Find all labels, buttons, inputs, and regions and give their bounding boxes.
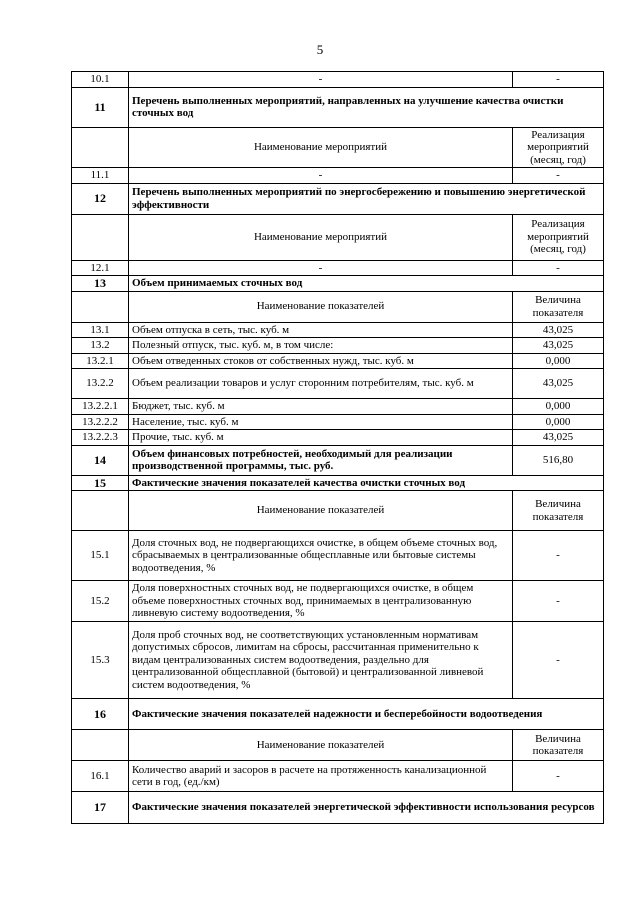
row-number: 16.1 [72, 761, 129, 792]
value-cell: - [513, 72, 604, 88]
table-row [72, 127, 604, 168]
table-row [72, 72, 604, 88]
row-number: 11 [72, 87, 129, 127]
table-row [72, 353, 604, 369]
table-row [72, 699, 604, 730]
row-text: Доля сточных вод, не подвергающихся очистке, в общем объеме сточных вод, сбрасываемых в централизованные общесплавные или бытовые системы водоотведения, % [129, 531, 513, 581]
row-text: - [129, 260, 513, 276]
table-row [72, 276, 604, 292]
table-row [72, 491, 604, 531]
section-title: Фактические значения показателей качества очистки сточных вод [129, 475, 604, 491]
row-number: 13.1 [72, 322, 129, 338]
value-cell: - [513, 260, 604, 276]
table-row [72, 581, 604, 622]
row-number: 13.2 [72, 338, 129, 354]
row-text: Бюджет, тыс. куб. м [129, 399, 513, 415]
row-text: Прочие, тыс. куб. м [129, 430, 513, 446]
value-cell: 43,025 [513, 369, 604, 399]
section-title: Перечень выполненных мероприятий, направленных на улучшение качества очистки сточных вод [129, 87, 604, 127]
row-number: 16 [72, 699, 129, 730]
row-number: 13.2.2.1 [72, 399, 129, 415]
column-header: Наименование мероприятий [129, 127, 513, 168]
row-text: Доля поверхностных сточных вод, не подвергающихся очистке, в общем объеме поверхностных сточных вод, принимаемых в централизованную ливневую систему водоотведения, % [129, 581, 513, 622]
table-row [72, 260, 604, 276]
row-number: 13.2.2.3 [72, 430, 129, 446]
table-row [72, 445, 604, 475]
row-number: 15 [72, 475, 129, 491]
row-text: Население, тыс. куб. м [129, 414, 513, 430]
empty-cell [72, 127, 129, 168]
column-header-value: Реализация мероприятий (месяц, год) [513, 127, 604, 168]
value-cell: 0,000 [513, 414, 604, 430]
value-cell: - [513, 622, 604, 699]
value-cell: 516,80 [513, 445, 604, 475]
table-row [72, 291, 604, 322]
row-text: Количество аварий и засоров в расчете на протяженность канализационной сети в год, (ед./км) [129, 761, 513, 792]
row-number: 11.1 [72, 168, 129, 184]
empty-cell [72, 730, 129, 761]
section-title: Перечень выполненных мероприятий по энергосбережению и повышению энергетической эффективности [129, 183, 604, 214]
column-header-value: Величина показателя [513, 491, 604, 531]
table-row [72, 475, 604, 491]
empty-cell [72, 491, 129, 531]
table-row [72, 531, 604, 581]
row-text: Объем отпуска в сеть, тыс. куб. м [129, 322, 513, 338]
row-number: 15.1 [72, 531, 129, 581]
row-text: Доля проб сточных вод, не соответствующих установленным нормативам допустимых сбросов, лимитам на сбросы, рассчитанная применительно к видам централизованных систем водоотведения, раздельно для централизованной общесплавной (бытовой) и централизованной ливневой систем водоотведения, % [129, 622, 513, 699]
row-number: 13.2.1 [72, 353, 129, 369]
value-cell: 43,025 [513, 430, 604, 446]
column-header-value: Величина показателя [513, 730, 604, 761]
table-row [72, 399, 604, 415]
column-header-value: Реализация мероприятий (месяц, год) [513, 214, 604, 260]
row-number: 13.2.2.2 [72, 414, 129, 430]
row-text: - [129, 72, 513, 88]
column-header-value: Величина показателя [513, 291, 604, 322]
program-table [71, 71, 604, 824]
table-row [72, 792, 604, 824]
table-row [72, 761, 604, 792]
row-number: 14 [72, 445, 129, 475]
table-row [72, 430, 604, 446]
row-text: Объем реализации товаров и услуг сторонним потребителям, тыс. куб. м [129, 369, 513, 399]
value-cell: - [513, 761, 604, 792]
value-cell: 43,025 [513, 322, 604, 338]
row-text: Объем отведенных стоков от собственных нужд, тыс. куб. м [129, 353, 513, 369]
column-header: Наименование показателей [129, 730, 513, 761]
row-number: 12 [72, 183, 129, 214]
value-cell: 0,000 [513, 353, 604, 369]
column-header: Наименование показателей [129, 291, 513, 322]
value-cell: 0,000 [513, 399, 604, 415]
row-number: 15.3 [72, 622, 129, 699]
table-row [72, 322, 604, 338]
value-cell: 43,025 [513, 338, 604, 354]
section-title: Фактические значения показателей надежности и бесперебойности водоотведения [129, 699, 604, 730]
value-cell: - [513, 581, 604, 622]
value-cell: - [513, 168, 604, 184]
empty-cell [72, 214, 129, 260]
row-number: 10.1 [72, 72, 129, 88]
row-number: 13.2.2 [72, 369, 129, 399]
section-title: Объем принимаемых сточных вод [129, 276, 604, 292]
row-number: 17 [72, 792, 129, 824]
row-number: 13 [72, 276, 129, 292]
value-cell: - [513, 531, 604, 581]
row-text: - [129, 168, 513, 184]
table-row [72, 338, 604, 354]
table-row [72, 214, 604, 260]
row-number: 15.2 [72, 581, 129, 622]
empty-cell [72, 291, 129, 322]
section-title: Фактические значения показателей энергетической эффективности использования ресурсов [129, 792, 604, 824]
column-header: Наименование показателей [129, 491, 513, 531]
section-title: Объем финансовых потребностей, необходимый для реализации производственной программы, тыс. руб. [129, 445, 513, 475]
page-number: 5 [316, 42, 324, 57]
table-row [72, 414, 604, 430]
table-row [72, 183, 604, 214]
row-text: Полезный отпуск, тыс. куб. м, в том числе: [129, 338, 513, 354]
table-row [72, 87, 604, 127]
table-row [72, 369, 604, 399]
table-row [72, 730, 604, 761]
table-row [72, 168, 604, 184]
row-number: 12.1 [72, 260, 129, 276]
table-row [72, 622, 604, 699]
column-header: Наименование мероприятий [129, 214, 513, 260]
